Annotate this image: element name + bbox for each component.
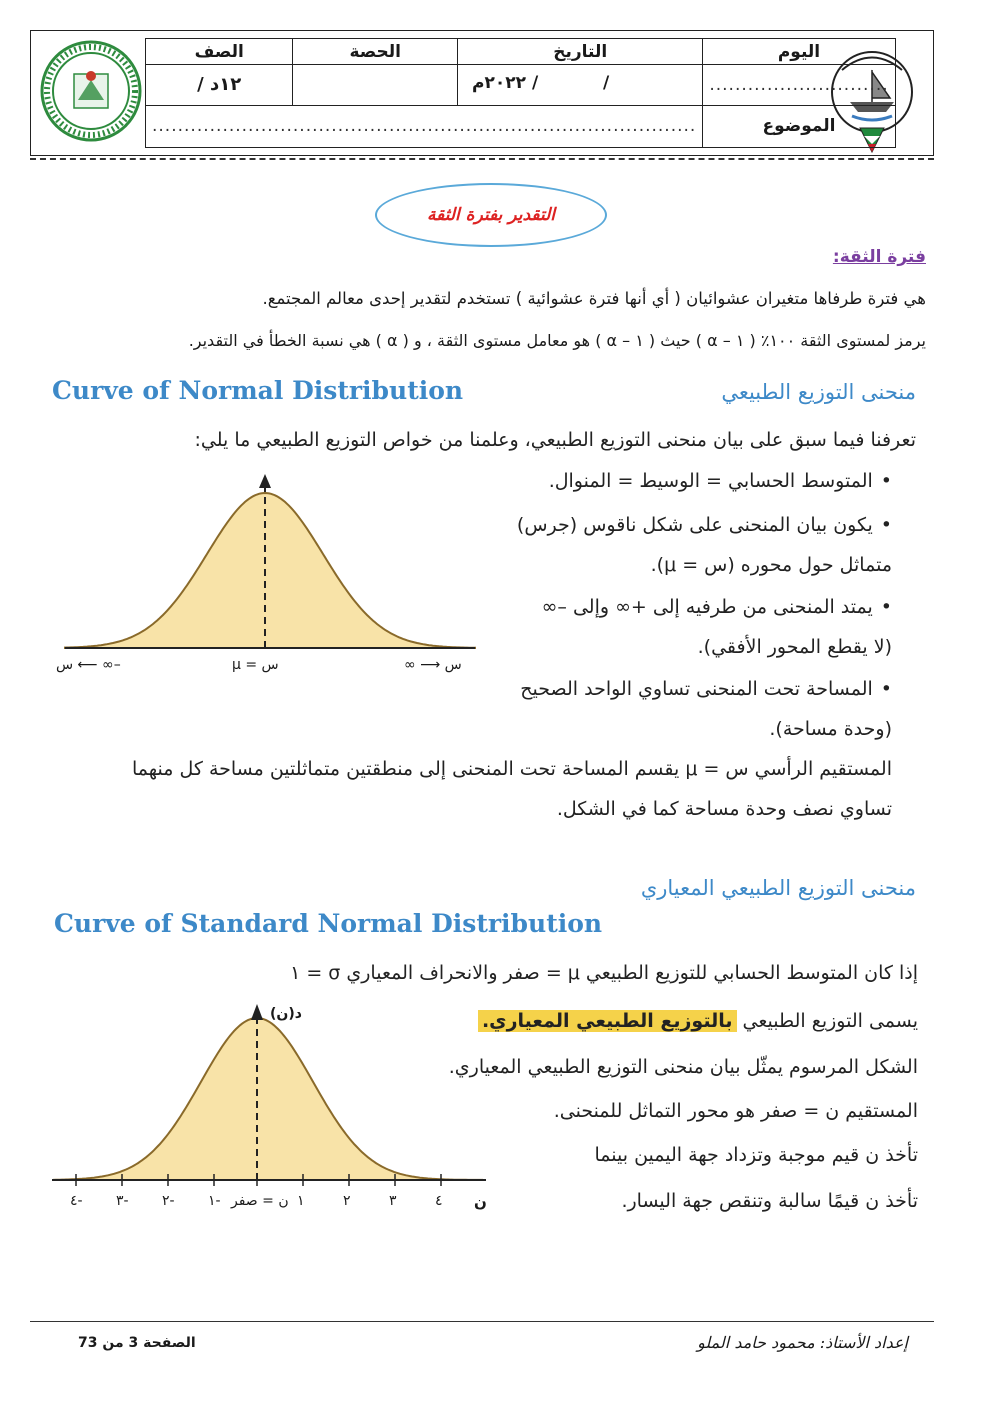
- school-logo-icon: [40, 40, 142, 142]
- normal-axis-right: س ⟶ ∞: [404, 657, 462, 673]
- standard-tick-label: ن = صفر: [231, 1193, 289, 1209]
- title-oval: [375, 183, 607, 247]
- normal-curve-area: [65, 493, 475, 648]
- class-value[interactable]: ١٢د /: [146, 65, 293, 105]
- confidence-heading: فترة الثقة:: [832, 247, 926, 267]
- standard-tick-label: -٢: [162, 1193, 175, 1209]
- standard-tick-label: ٤: [435, 1193, 443, 1209]
- normal-bullet-3a: • يمتد المنحنى من طرفيه إلى +∞ وإلى –∞: [492, 594, 892, 621]
- footer-divider: [30, 1321, 934, 1322]
- date-label: التاريخ: [458, 39, 703, 65]
- header-divider: [30, 158, 934, 160]
- standard-tick-label: -٤: [70, 1193, 83, 1209]
- standard-line-5: تأخذ ن قيم موجبة وتزداد جهة اليمين بينما: [594, 1144, 918, 1166]
- class-label: الصف: [146, 39, 293, 65]
- normal-bullet-2a: • يكون بيان المنحنى على شكل ناقوس (جرس): [492, 512, 892, 539]
- normal-axis-left: –∞ ⟵ س: [56, 657, 121, 673]
- date-slash: /: [603, 73, 610, 94]
- normal-bullet-3b: (لا يقطع المحور الأفقي).: [697, 636, 892, 658]
- confidence-line2: يرمز لمستوى الثقة ١٠٠٪ ( ١ – α ) حيث ( ١ – α ) هو معامل مستوى الثقة ، و ( α ) هي نسبة الخطأ في التقدير.: [188, 331, 926, 350]
- normal-intro: تعرفنا فيما سبق على بيان منحنى التوزيع الطبيعي، وعلمنا من خواص التوزيع الطبيعي ما يلي:: [194, 429, 916, 451]
- normal-bullet-1: • المتوسط الحسابي = الوسيط = المنوال.: [492, 468, 892, 495]
- day-dots: ............................: [709, 74, 889, 95]
- normal-note-1: المستقيم الرأسي س = μ يقسم المساحة تحت المنحنى إلى منطقتين متماثلتين مساحة كل منهما: [132, 758, 892, 780]
- day-label: اليوم: [703, 39, 895, 65]
- date-year: / ٢٠٢٢م: [472, 73, 539, 94]
- standard-tick-label: ٢: [343, 1193, 351, 1209]
- normal-bullet-4b: (وحدة مساحة).: [769, 718, 892, 740]
- normal-bullet-4a: • المساحة تحت المنحنى تساوي الواحد الصحيح: [492, 676, 892, 703]
- header-table: [145, 38, 896, 148]
- page-title: التقدير بفترة الثقة: [427, 205, 555, 225]
- standard-line-2-pre: يسمى التوزيع الطبيعي: [742, 1010, 918, 1032]
- standard-fn-label: د(ن): [270, 1006, 302, 1022]
- footer-author: إعداد الأستاذ: محمود حامد الملو: [697, 1333, 908, 1352]
- footer-page-number: الصفحة 3 من 73: [78, 1335, 196, 1351]
- standard-title-en: Curve of Standard Normal Distribution: [54, 909, 603, 938]
- standard-tick-label: ١: [297, 1193, 305, 1209]
- normal-note-2: تساوي نصف وحدة مساحة كما في الشكل.: [556, 798, 892, 820]
- confidence-line1: هي فترة طرفاها متغيران عشوائيان ( أي أنها فترة عشوائية ) تستخدم لتقدير إحدى معالم المجتمع.: [262, 289, 926, 308]
- standard-line-3: الشكل المرسوم يمثّل بيان منحنى التوزيع الطبيعي المعياري.: [448, 1056, 918, 1078]
- standard-curve-figure: [50, 1000, 490, 1195]
- normal-title-en: Curve of Normal Distribution: [52, 376, 464, 405]
- standard-curve-area: [54, 1018, 482, 1180]
- standard-line-4: المستقيم ن = صفر هو محور التماثل للمنحنى.: [553, 1100, 918, 1122]
- normal-curve-figure: [55, 470, 485, 660]
- standard-arrow-up-icon: [251, 1004, 263, 1020]
- normal-title-ar: منحنى التوزيع الطبيعي: [721, 380, 916, 404]
- standard-tick-label: ٣: [389, 1193, 397, 1209]
- subject-label: الموضوع: [703, 105, 895, 147]
- period-label: الحصة: [293, 39, 458, 65]
- standard-line-2: [418, 1008, 918, 1035]
- standard-highlight: بالتوزيع الطبيعي المعياري.: [478, 1010, 737, 1032]
- date-value[interactable]: [458, 65, 703, 105]
- normal-arrow-up-icon: [259, 474, 271, 488]
- normal-bullet-2b: متماثل حول محوره (س = μ).: [650, 554, 892, 576]
- day-value[interactable]: [703, 65, 895, 105]
- subject-dots: .....................................................................................: [152, 116, 697, 137]
- normal-axis-mid: س = μ: [232, 657, 279, 673]
- standard-axis-var: ن: [474, 1193, 487, 1211]
- subject-value[interactable]: [146, 105, 703, 147]
- standard-line-6: تأخذ ن قيمًا سالبة وتنقص جهة اليسار.: [621, 1190, 918, 1212]
- standard-title-ar: منحنى التوزيع الطبيعي المعياري: [640, 876, 916, 900]
- standard-tick-label: -٣: [116, 1193, 129, 1209]
- standard-tick-label: -١: [208, 1193, 221, 1209]
- standard-line-1: إذا كان المتوسط الحسابي للتوزيع الطبيعي μ = صفر والانحراف المعياري σ = ١: [290, 962, 918, 984]
- period-value[interactable]: [293, 65, 458, 105]
